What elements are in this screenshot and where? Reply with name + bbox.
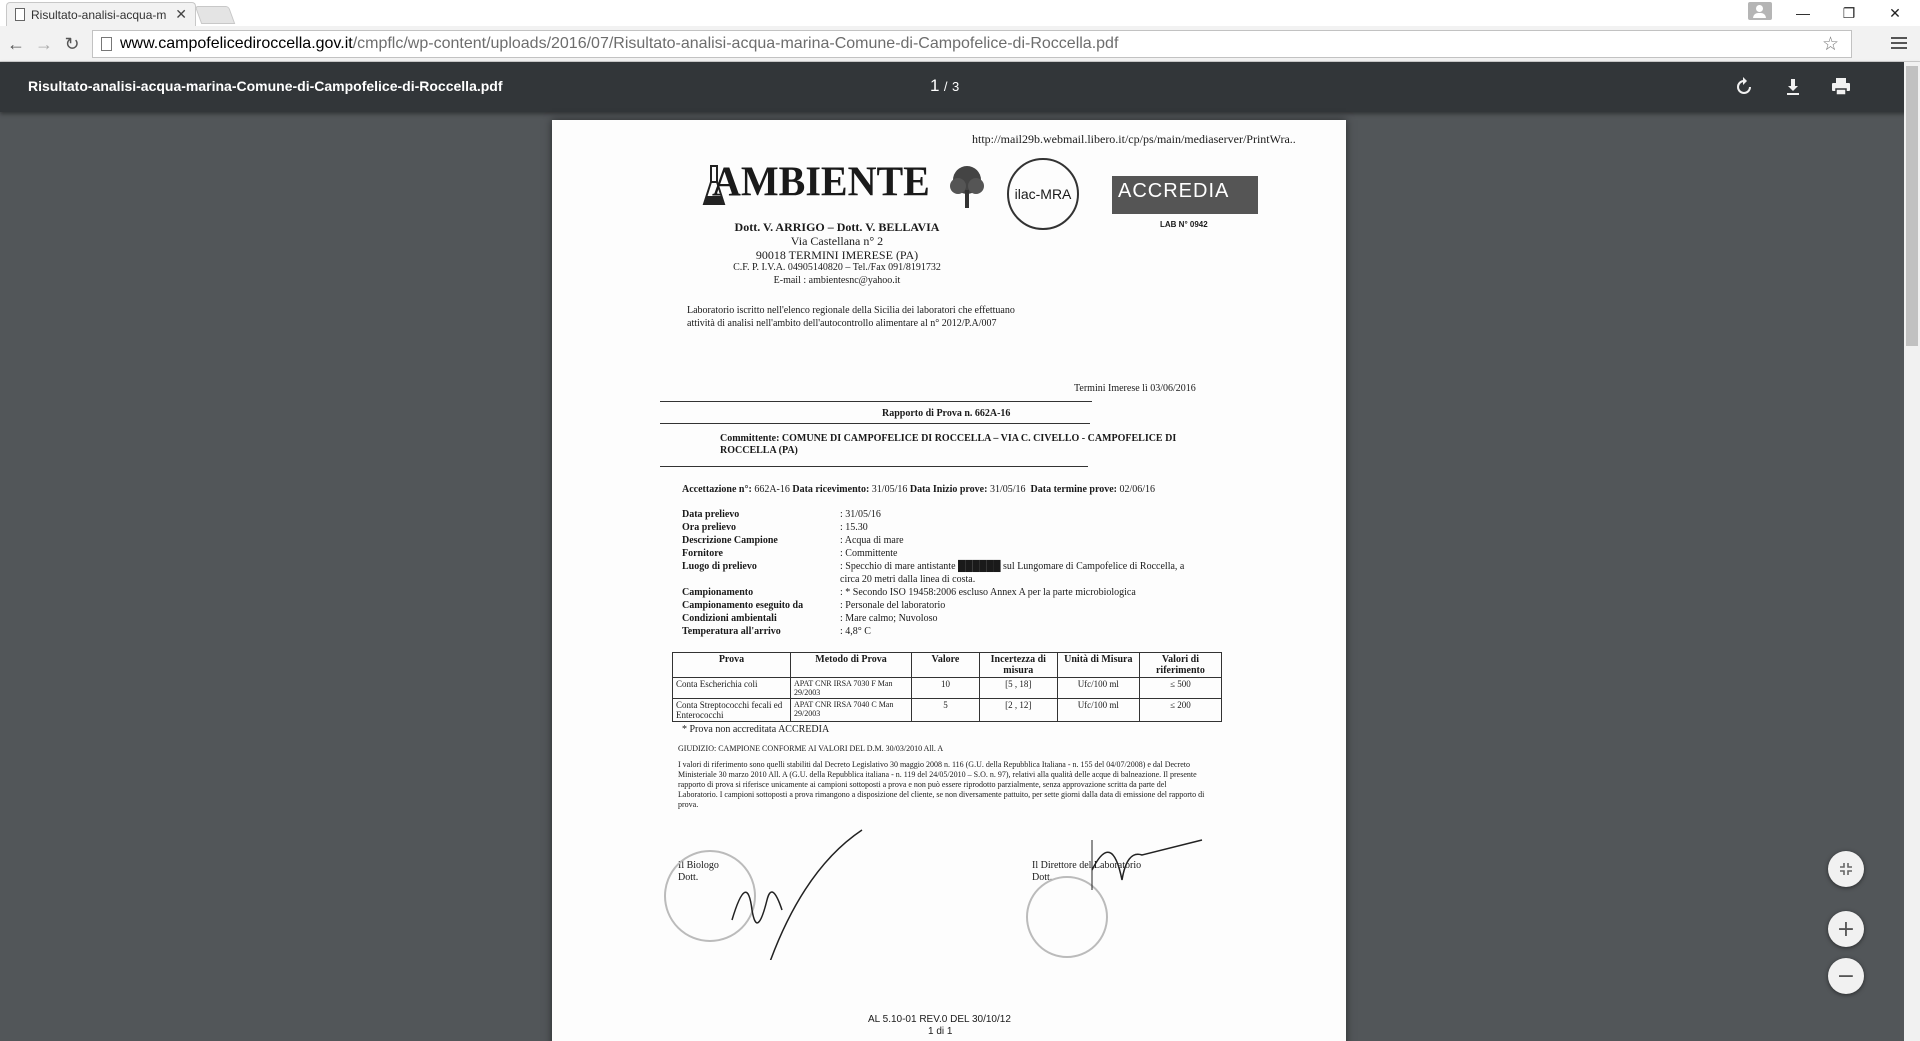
divider xyxy=(660,423,1090,424)
start-label: Data Inizio prove: xyxy=(909,484,988,495)
table-cell: [5 , 18] xyxy=(979,678,1057,699)
column-header: Incertezza di misura xyxy=(979,653,1057,678)
column-header: Prova xyxy=(673,653,791,678)
footer-document-code: AL 5.10-01 REV.0 DEL 30/10/12 xyxy=(868,1014,1011,1025)
current-page-input[interactable]: 1 xyxy=(930,76,940,95)
ilac-text: ilac-MRA xyxy=(1014,186,1072,202)
column-header: Valori di riferimento xyxy=(1139,653,1221,678)
report-date: Termini Imerese lì 03/06/2016 xyxy=(1074,383,1196,394)
divider xyxy=(660,401,1092,402)
pdf-file-name: Risultato-analisi-acqua-marina-Comune-di-Campofelice-di-Roccella.pdf xyxy=(28,78,503,94)
rotate-icon[interactable] xyxy=(1732,75,1758,99)
zoom-in-icon[interactable]: + xyxy=(1828,911,1864,947)
info-row: Fornitore : Committente xyxy=(682,548,898,559)
page-separator: / xyxy=(943,79,948,94)
ambiente-logo: AMBIENTE xyxy=(712,157,930,206)
info-row: Condizioni ambientali : Mare calmo; Nuvoloso xyxy=(682,613,938,624)
start-value: 31/05/16 xyxy=(989,484,1026,495)
table-header-row xyxy=(673,653,1222,678)
acceptance-value: 662A-16 xyxy=(754,484,790,495)
ilac-mra-logo xyxy=(1007,158,1079,230)
table-row xyxy=(673,678,1222,699)
page-icon xyxy=(101,37,112,51)
info-row: Data prelievo : 31/05/16 xyxy=(682,509,881,520)
received-label: Data ricevimento: xyxy=(792,484,870,495)
scrollbar-thumb[interactable] xyxy=(1906,66,1918,346)
table-cell: Ufc/100 ml xyxy=(1057,699,1139,722)
print-icon[interactable] xyxy=(1829,75,1855,99)
url-path: /cmpflc/wp-content/uploads/2016/07/Risultato-analisi-acqua-marina-Comune-di-Campofelice-di-Roccella.pdf xyxy=(352,35,1119,52)
reference-notes: I valori di riferimento sono quelli stabiliti dal Decreto Legislativo 30 maggio 2008 n. 116 (G.U. della Repubblica Italiana - n. 155 del 04/07/2008) e dal Decreto Ministeriale 30 marzo 2010 All. A (G.U. della Repubblica italiana - n. 119 del 24/05/2010 – S.O. n. 97), relativi alla qualità delle acque di balneazione. Il presente rapporto di prova si riferisce unicamente ai campioni sottoposti a prova e non può essere riprodotto parzialmente, senza approvazione scritta da parte del Laboratorio. I campioni sottoposti a prova rimangono a disposizione del cliente, se non diversamente pattuito, per sette giorni dalla data di emissione del rapporto di prova. xyxy=(678,760,1205,809)
user-icon[interactable] xyxy=(1748,2,1772,20)
column-header: Valore xyxy=(912,653,980,678)
end-value: 02/06/16 xyxy=(1119,484,1156,495)
restore-icon[interactable]: ❐ xyxy=(1842,4,1856,21)
info-row: Campionamento : * Secondo ISO 19458:2006 escluso Annex A per la parte microbiologica xyxy=(682,587,1136,598)
table-cell: Conta Streptococchi fecali ed Enterococchi xyxy=(673,699,791,722)
table-cell: ≤ 500 xyxy=(1139,678,1221,699)
column-header: Metodo di Prova xyxy=(791,653,912,678)
table-cell: Conta Escherichia coli xyxy=(673,678,791,699)
browser-tab[interactable] xyxy=(6,2,196,26)
info-row: Campionamento eseguito da : Personale del laboratorio xyxy=(682,600,946,611)
download-icon[interactable] xyxy=(1781,75,1807,99)
forward-icon[interactable]: → xyxy=(35,33,53,54)
accredia-logo xyxy=(1112,176,1258,214)
info-row: Temperatura all'arrivo : 4,8° C xyxy=(682,626,871,637)
header-email: E-mail : ambientesnc@yahoo.it xyxy=(773,275,901,286)
table-cell: 5 xyxy=(912,699,980,722)
report-number: Rapporto di Prova n. 662A-16 xyxy=(882,408,1011,419)
director-title: Il Direttore del Laboratorio xyxy=(1032,860,1142,871)
table-cell: ≤ 200 xyxy=(1139,699,1221,722)
minimize-icon[interactable]: — xyxy=(1796,5,1810,21)
back-icon[interactable]: ← xyxy=(7,33,25,54)
received-value: 31/05/16 xyxy=(871,484,908,495)
info-row: Luogo di prelievo : Specchio di mare antistante ██████ sul Lungomare di Campofelice di Roccella, a circa 20 metri dalla linea di costa. xyxy=(682,561,1185,585)
column-header: Unità di Misura xyxy=(1057,653,1139,678)
browser-titlebar xyxy=(0,0,1920,26)
star-icon[interactable]: ☆ xyxy=(1821,34,1839,55)
url-host: www.campofelicediroccella.gov.it xyxy=(120,35,353,52)
zoom-out-icon[interactable]: − xyxy=(1828,958,1864,994)
end-label: Data termine prove: xyxy=(1030,484,1117,495)
judgement-line: GIUDIZIO: CAMPIONE CONFORME AI VALORI DEL D.M. 30/03/2010 All. A xyxy=(678,744,944,753)
tab-title: Risultato-analisi-acqua-m xyxy=(31,7,167,22)
tree-logo-icon xyxy=(947,164,987,210)
total-pages: 3 xyxy=(952,79,960,94)
table-cell: 10 xyxy=(912,678,980,699)
table-cell: APAT CNR IRSA 7030 F Man 29/2003 xyxy=(791,678,912,699)
new-tab-button[interactable] xyxy=(195,6,236,24)
address-bar-row xyxy=(0,26,1920,62)
results-table xyxy=(672,652,1222,722)
lab-number: LAB N° 0942 xyxy=(1160,220,1208,229)
pdf-toolbar xyxy=(0,62,1920,112)
header-tax-phone: C.F. P. I.V.A. 04905140820 – Tel./Fax 091/8191732 xyxy=(733,262,941,273)
header-city: 90018 TERMINI IMERESE (PA) xyxy=(755,248,919,262)
divider xyxy=(660,466,1088,467)
lab-registration-note: Laboratorio iscritto nell'elenco regionale della Sicilia dei laboratori che effettuano attività di analisi nell'ambito dell'autocontrollo alimentare al n° 2012/P.A/007 xyxy=(687,305,1015,329)
page-indicator xyxy=(930,76,959,96)
table-cell: APAT CNR IRSA 7040 C Man 29/2003 xyxy=(791,699,912,722)
sample-info xyxy=(682,508,1200,638)
table-row xyxy=(673,699,1222,722)
close-window-icon[interactable]: ✕ xyxy=(1889,4,1901,21)
footer-page-count: 1 di 1 xyxy=(928,1026,953,1037)
biologist-name: Dott. xyxy=(678,872,699,883)
reload-icon[interactable]: ↻ xyxy=(64,33,80,54)
info-row: Ora prelievo : 15.30 xyxy=(682,522,868,533)
non-accredited-note: * Prova non accreditata ACCREDIA xyxy=(682,724,830,735)
document-icon xyxy=(15,8,25,21)
handwritten-signatures xyxy=(672,810,1312,960)
table-cell: [2 , 12] xyxy=(979,699,1057,722)
header-doctors: Dott. V. ARRIGO – Dott. V. BELLAVIA xyxy=(734,220,940,234)
biologist-title: Il Biologo xyxy=(678,860,719,871)
director-name: Dott. xyxy=(1032,872,1053,883)
acceptance-label: Accettazione n°: xyxy=(682,484,752,495)
table-cell: Ufc/100 ml xyxy=(1057,678,1139,699)
fit-icon[interactable] xyxy=(1828,851,1864,887)
pdf-page xyxy=(552,120,1346,1041)
menu-icon[interactable] xyxy=(1891,35,1907,51)
print-url-text: http://mail29b.webmail.libero.it/cp/ps/main/mediaserver/PrintWra.. xyxy=(972,132,1296,146)
accredia-text: ACCREDIA xyxy=(1118,180,1230,202)
acceptance-line xyxy=(682,484,1155,495)
tab-close-icon[interactable]: ✕ xyxy=(175,6,187,22)
url-input[interactable] xyxy=(92,30,1852,58)
header-address: Via Castellana n° 2 xyxy=(790,234,884,248)
info-row: Descrizione Campione : Acqua di mare xyxy=(682,535,904,546)
client-info: Committente: COMUNE DI CAMPOFELICE DI ROCCELLA – VIA C. CIVELLO - CAMPOFELICE DI ROCCELLA (PA) xyxy=(720,433,1177,456)
